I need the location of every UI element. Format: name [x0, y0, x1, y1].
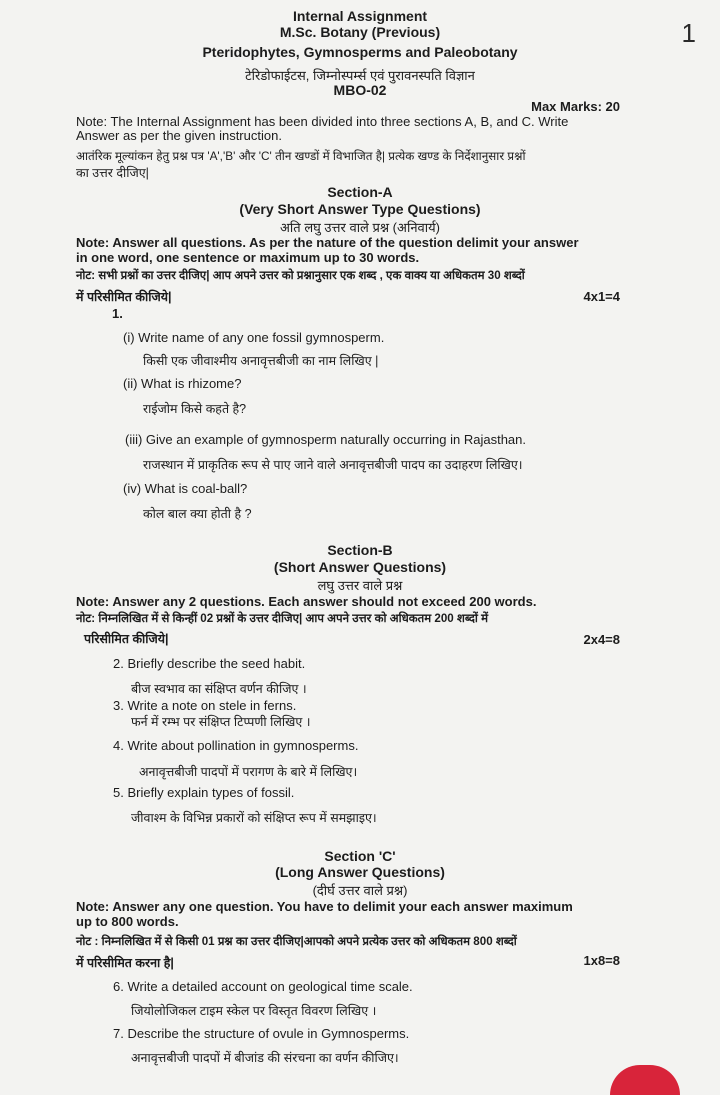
section-a-title: Section-A: [327, 184, 393, 200]
page-number: 1: [681, 18, 696, 48]
section-c-note-en-1: Note: Answer any one question. You have to delimit your each answer maximum: [76, 899, 573, 914]
assignment-title: Internal Assignment: [292, 8, 428, 24]
question-1-ii-en: (ii) What is rhizome?: [123, 376, 242, 391]
section-a-subtitle-hi: अति लघु उत्तर वाले प्रश्न (अनिवार्य): [280, 220, 440, 235]
question-2-en: 2. Briefly describe the seed habit.: [113, 656, 306, 671]
section-c-note-hi-2: में परिसीमित करना है|: [76, 956, 174, 970]
question-7-en: 7. Describe the structure of ovule in Gymnosperms.: [113, 1026, 410, 1041]
section-b-marks: 2x4=8: [583, 632, 620, 647]
question-1-iii-hi: राजस्थान में प्राकृतिक रूप से पाए जाने वाले अनावृत्तबीजी पादप का उदाहरण लिखिए।: [143, 458, 523, 472]
max-marks: Max Marks: 20: [531, 99, 620, 114]
section-a-note-en-1: Note: Answer all questions. As per the nature of the question delimit your answer: [76, 235, 579, 250]
section-c-title: Section 'C': [324, 848, 396, 864]
subject-hindi: टेरिडोफाईटस, जिम्नोस्पर्म्स एवं पुरावनस्पति विज्ञान: [245, 68, 475, 83]
section-c-subtitle-hi: (दीर्घ उत्तर वाले प्रश्न): [312, 883, 408, 898]
section-a-marks: 4x1=4: [583, 289, 620, 304]
question-6-hi: जियोलोजिकल टाइम स्केल पर विस्तृत विवरण लिखिए ।: [131, 1004, 377, 1018]
question-3-hi: फर्न में रम्भ पर संक्षिप्त टिप्पणी लिखिए ।: [131, 715, 311, 729]
question-3-en: 3. Write a note on stele in ferns.: [113, 698, 297, 713]
subject-english: Pteridophytes, Gymnosperms and Paleobotany: [202, 44, 518, 60]
question-6-en: 6. Write a detailed account on geological time scale.: [113, 979, 413, 994]
section-b-note-en: Note: Answer any 2 questions. Each answer should not exceed 200 words.: [76, 594, 537, 609]
question-1-i-hi: किसी एक जीवाश्मीय अनावृत्तबीजी का नाम लिखिए |: [143, 354, 379, 368]
intro-note-hi-2: का उत्तर दीजिए|: [76, 166, 149, 180]
section-c-marks: 1x8=8: [583, 953, 620, 968]
section-c-note-hi-1: नोट : निम्नलिखित में से किसी 01 प्रश्न का उत्तर दीजिए|आपको अपने प्रत्येक उत्तर को अधिकतम 800 शब्दों: [76, 935, 517, 948]
section-b-note-hi-1: नोट: निम्नलिखित में से किन्हीं 02 प्रश्नों के उत्तर दीजिए| आप अपने उत्तर को अधिकतम 200 शब्दों में: [76, 612, 489, 625]
section-b-subtitle-hi: लघु उत्तर वाले प्रश्न: [317, 578, 403, 593]
intro-note-hi-1: आतंरिक मूल्यांकन हेतु प्रश्न पत्र 'A','B' और 'C' तीन खण्डों में विभाजित है| प्रत्येक खण्ड के निर्देशानुसार प्रश्नों: [76, 149, 526, 163]
section-b-subtitle: (Short Answer Questions): [273, 559, 447, 575]
question-5-hi: जीवाश्म के विभिन्न प्रकारों को संक्षिप्त रूप में समझाइए।: [131, 811, 377, 825]
question-4-hi: अनावृत्तबीजी पादपों में परागण के बारे में लिखिए।: [139, 765, 358, 779]
question-4-en: 4. Write about pollination in gymnosperms.: [113, 738, 359, 753]
section-a-note-hi-2: में परिसीमित कीजिये|: [76, 290, 172, 304]
question-1-ii-hi: राईजोम किसे कहते है?: [143, 402, 247, 416]
question-7-hi: अनावृत्तबीजी पादपों में बीजांड की संरचना का वर्णन कीजिए।: [131, 1051, 399, 1065]
course-code: MBO-02: [333, 82, 387, 98]
section-c-subtitle: (Long Answer Questions): [275, 864, 445, 880]
section-b-title: Section-B: [327, 542, 393, 558]
section-a-note-hi-1: नोट: सभी प्रश्नों का उत्तर दीजिए| आप अपने उत्तर को प्रश्नानुसार एक शब्द , एक वाक्य या अधिकतम 30 शब्दों: [76, 269, 525, 282]
section-a-note-en-2: in one word, one sentence or maximum up to 30 words.: [76, 250, 420, 265]
question-2-hi: बीज स्वभाव का संक्षिप्त वर्णन कीजिए ।: [131, 682, 307, 696]
question-5-en: 5. Briefly explain types of fossil.: [113, 785, 295, 800]
section-c-note-en-2: up to 800 words.: [76, 914, 179, 929]
question-1-number: 1.: [112, 306, 123, 321]
section-a-subtitle: (Very Short Answer Type Questions): [239, 201, 481, 217]
question-1-iii-en: (iii) Give an example of gymnosperm naturally occurring in Rajasthan.: [125, 432, 527, 447]
question-1-iv-hi: कोल बाल क्या होती है ?: [143, 507, 252, 521]
intro-note-en-2: Answer as per the given instruction.: [76, 128, 282, 143]
question-1-i-en: (i) Write name of any one fossil gymnosperm.: [123, 330, 385, 345]
intro-note-en-1: Note: The Internal Assignment has been divided into three sections A, B, and C. Write: [76, 114, 569, 129]
question-1-iv-en: (iv) What is coal-ball?: [123, 481, 248, 496]
course-name: M.Sc. Botany (Previous): [279, 24, 441, 40]
section-b-note-hi-2: परिसीमित कीजिये|: [84, 632, 169, 646]
floating-action-button[interactable]: [610, 1065, 680, 1095]
